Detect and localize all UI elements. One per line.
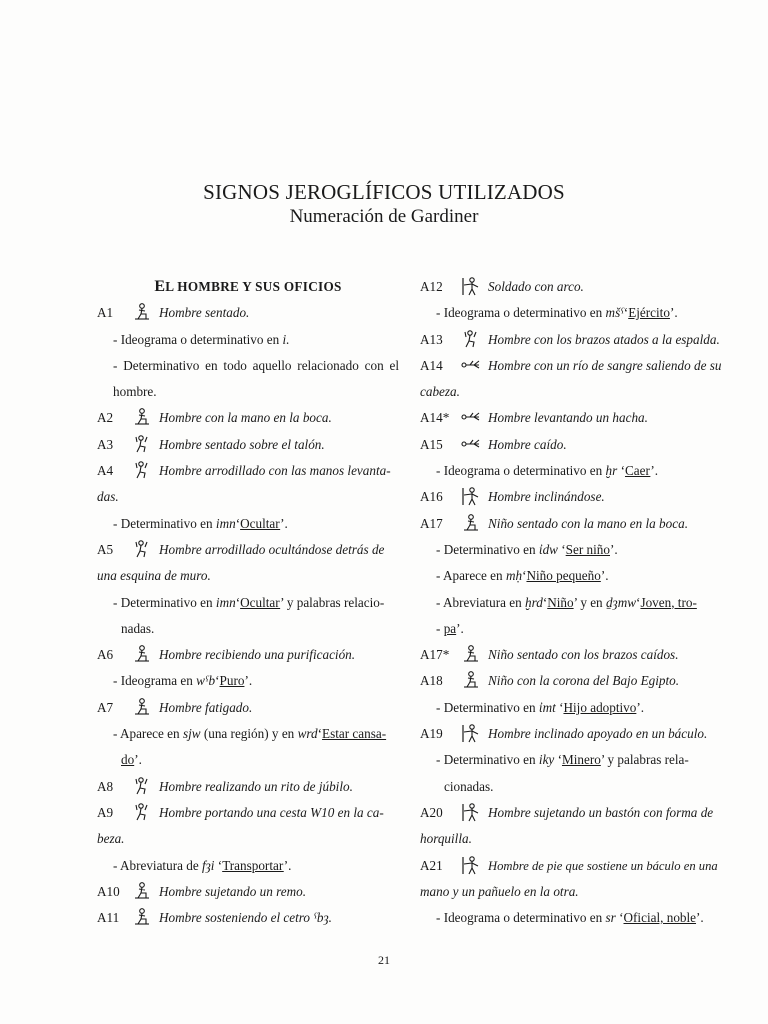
sign-entry-a19 [420, 721, 722, 747]
sign-code: A11 [97, 910, 120, 926]
hieroglyph-sign-icon [131, 697, 153, 717]
sign-entry-a20 [420, 800, 722, 826]
transliteration: ḫr [605, 463, 618, 479]
sign-code: A14* [420, 410, 450, 426]
sign-description: Hombre arrodillado ocultándose detrás de [159, 541, 385, 557]
right-column [420, 274, 722, 931]
note-text: - Abreviatura de [113, 857, 202, 873]
quote-mark: ‘ [615, 910, 624, 926]
sign-code: A21 [420, 857, 443, 873]
transliteration: wˁb [196, 673, 216, 689]
sign-code: A20 [420, 804, 443, 820]
hieroglyph-sign-icon [131, 460, 153, 480]
note-line [420, 458, 722, 484]
translation: Estar cansa- [322, 726, 387, 742]
quote-mark: ‘ [557, 541, 566, 557]
transliteration: ˁbȝ. [313, 910, 332, 926]
hieroglyph-sign-icon [131, 434, 153, 454]
transliteration: imn [215, 515, 236, 531]
note-line [420, 563, 722, 589]
note-text: ’. [610, 541, 618, 557]
sign-entry-a4 [97, 458, 399, 484]
translation: do [121, 752, 135, 768]
transliteration: mḥ [505, 568, 523, 584]
note-text: ’. [456, 620, 464, 636]
sign-description: Niño con la corona del Bajo Egipto. [488, 673, 680, 689]
sign-entry-a1 [97, 300, 399, 326]
note-text: ’. [669, 305, 678, 321]
sign-code: A10 [97, 883, 120, 899]
hieroglyph-sign-icon [460, 670, 482, 690]
note-line [420, 616, 722, 642]
hieroglyph-sign-icon [460, 802, 482, 822]
sign-code: A3 [97, 436, 114, 452]
left-column [97, 274, 399, 931]
sign-entry-a5 [97, 537, 399, 563]
sign-code: A2 [97, 410, 114, 426]
note-text: - Ideograma o determinativo en [113, 331, 283, 347]
note-text: - Determinativo en [113, 515, 216, 531]
transliteration: wrd [297, 726, 318, 742]
note-line: cionadas. [444, 778, 494, 794]
sign-entry-a9 [97, 800, 399, 826]
note-line: - Determinativo en todo aquello relacionado con el [113, 357, 399, 373]
note-text: - Determinativo en [436, 699, 539, 715]
sign-description: Hombre realizando un rito de júbilo. [159, 778, 353, 794]
translation: Ocultar [240, 594, 281, 610]
transliteration: ḫrd [524, 594, 543, 610]
sign-code: A4 [97, 463, 114, 479]
note-line [97, 721, 399, 747]
hieroglyph-sign-icon [131, 302, 153, 322]
note-text: - Ideograma o determinativo en [436, 910, 606, 926]
sign-code: A17 [420, 515, 443, 531]
note-line [97, 511, 399, 537]
transliteration: iky [538, 752, 555, 768]
quote-mark: ‘ [555, 699, 564, 715]
note-text: - Determinativo en [436, 752, 539, 768]
translation: Transportar [222, 857, 284, 873]
sign-entry-a8 [97, 774, 399, 800]
note-text: ’ y en [573, 594, 606, 610]
note-text: - Ideograma o determinativo en [436, 305, 606, 321]
note-text: - Aparece en [436, 568, 506, 584]
note-line [420, 590, 722, 616]
note-text: ’. [134, 752, 142, 768]
note-line [420, 695, 722, 721]
sign-description: Hombre de pie que sostiene un báculo en una [488, 858, 718, 873]
note-text: ’. [696, 910, 704, 926]
sign-code: A12 [420, 279, 443, 294]
sign-description: Hombre con los brazos atados a la espalda. [488, 331, 720, 347]
transliteration: imn [215, 594, 236, 610]
hieroglyph-sign-icon [460, 434, 482, 454]
sign-entry-a21 [420, 853, 722, 879]
quote-mark: ‘ [636, 594, 641, 610]
sign-description-continued: cabeza. [420, 384, 460, 400]
sign-description: Hombre inclinado apoyado en un báculo. [488, 726, 708, 742]
quote-mark: ‘ [235, 594, 241, 610]
translation: Niño pequeño [526, 568, 601, 584]
sign-code: A17* [420, 647, 450, 663]
translation: Joven, tro- [640, 594, 697, 610]
transliteration: fȝi [201, 857, 215, 873]
sign-code: A6 [97, 647, 114, 663]
note-text: ’. [280, 515, 288, 531]
note-text: - [436, 620, 444, 636]
note-line [97, 853, 399, 879]
note-line [97, 590, 399, 616]
note-text: - Ideograma en [113, 673, 197, 689]
quote-mark: ‘ [522, 568, 527, 584]
translation: Ser niño [565, 541, 610, 557]
sign-code: A8 [97, 778, 114, 794]
note-text: ’. [600, 568, 609, 584]
transliteration: sr [605, 910, 616, 926]
hieroglyph-sign-icon [131, 776, 153, 796]
transliteration: ἰmt [538, 699, 556, 715]
hieroglyph-sign-icon [131, 407, 153, 427]
translation: Ocultar [240, 515, 281, 531]
sign-description: Hombre sujetando un bastón con forma de [488, 804, 714, 820]
sign-description: Hombre caído. [488, 436, 567, 452]
sign-description: Hombre con la mano en la boca. [159, 410, 332, 426]
translation: Minero [561, 752, 601, 768]
sign-description-continued: das. [97, 489, 119, 505]
note-line [97, 747, 399, 773]
quote-mark: ‘ [623, 305, 629, 321]
sign-entry-a14 [420, 353, 722, 379]
note-line [420, 747, 722, 773]
sign-description: Hombre fatigado. [159, 699, 253, 715]
sign-description-continued: beza. [97, 831, 125, 847]
hieroglyph-sign-icon [460, 276, 482, 296]
sign-description: Hombre recibiendo una purificación. [159, 647, 356, 663]
quote-mark: ‘ [215, 673, 220, 689]
hieroglyph-sign-icon [460, 723, 482, 743]
note-line [420, 905, 722, 931]
sign-entry-a10 [97, 879, 399, 905]
transliteration: sjw [182, 726, 201, 742]
sign-description-continued: mano y un pañuelo en la otra. [420, 883, 579, 899]
sign-code: A16 [420, 489, 443, 505]
sign-entry-a13 [420, 327, 722, 353]
quote-mark: ‘ [617, 463, 625, 479]
hieroglyph-sign-icon [131, 881, 153, 901]
sign-description: Niño sentado con la mano en la boca. [488, 515, 688, 531]
note-text: - Ideograma o determinativo en [436, 463, 606, 479]
hieroglyph-sign-icon [131, 539, 153, 559]
sign-code: A15 [420, 436, 443, 452]
hieroglyph-sign-icon [460, 513, 482, 533]
transliteration: ἰdw [538, 541, 558, 557]
sign-code: A13 [420, 331, 443, 347]
hieroglyph-sign-icon [460, 355, 482, 375]
note-text: ’. [650, 463, 659, 479]
sign-description: Hombre con un río de sangre saliendo de su [488, 357, 722, 373]
sign-entry-a14-star [420, 405, 722, 431]
sign-description: Soldado con arco. [488, 279, 584, 294]
page-subtitle: Numeración de Gardiner [289, 206, 479, 227]
sign-entry-a3 [97, 432, 399, 458]
hieroglyph-sign-icon [131, 907, 153, 927]
sign-description: Hombre sosteniendo el cetro [159, 910, 314, 926]
sign-code: A19 [420, 726, 443, 742]
note-line [420, 300, 722, 326]
hieroglyph-sign-icon [460, 407, 482, 427]
note-line [97, 668, 399, 694]
sign-entry-a16 [420, 484, 722, 510]
sign-description: Hombre sujetando un remo. [159, 883, 306, 899]
translation: Caer [624, 463, 651, 479]
sign-description: Hombre levantando un hacha. [488, 410, 648, 426]
translation: Puro [219, 673, 245, 689]
sign-entry-a17-star [420, 642, 722, 668]
page-title: SIGNOS JEROGLÍFICOS UTILIZADOS [203, 180, 565, 204]
hieroglyph-sign-icon [460, 329, 482, 349]
quote-mark: ‘ [554, 752, 562, 768]
section-heading-initial: E [154, 278, 166, 295]
translation: Ejército [628, 305, 670, 321]
transliteration: ḏȝmw [605, 594, 637, 610]
note-text: ’. [636, 699, 645, 715]
quote-mark: ‘ [317, 726, 323, 742]
sign-description-continued: horquilla. [420, 831, 472, 847]
translation: Oficial, noble [623, 910, 697, 926]
sign-entry-a6 [97, 642, 399, 668]
translation: Hijo adoptivo [563, 699, 637, 715]
note-text: (una región) y en [200, 726, 298, 742]
note-line: hombre. [113, 384, 157, 400]
note-text: - Determinativo en [113, 594, 216, 610]
sign-description: Hombre sentado sobre el talón. [159, 436, 325, 452]
sign-code: A7 [97, 699, 114, 715]
sign-code: A18 [420, 673, 443, 689]
translation: Niño [547, 594, 574, 610]
quote-mark: ‘ [235, 515, 241, 531]
sign-entry-a2 [97, 405, 399, 431]
sign-description: Hombre inclinándose. [488, 489, 605, 505]
sign-description: Hombre portando una cesta W10 en la ca- [159, 804, 384, 820]
hieroglyph-sign-icon [131, 802, 153, 822]
sign-description: Hombre arrodillado con las manos levanta- [159, 463, 391, 479]
sign-entry-a17 [420, 511, 722, 537]
transliteration: i. [282, 331, 290, 347]
hieroglyph-sign-icon [131, 644, 153, 664]
sign-entry-a7 [97, 695, 399, 721]
note-text: ’. [244, 673, 253, 689]
note-text: ’. [283, 857, 292, 873]
sign-description: Niño sentado con los brazos caídos. [488, 647, 679, 663]
translation: pa [443, 620, 457, 636]
hieroglyph-sign-icon [460, 486, 482, 506]
transliteration: mšˁ [605, 305, 624, 321]
note-text: - Aparece en [113, 726, 183, 742]
quote-mark: ‘ [214, 857, 223, 873]
sign-entry-a12 [420, 274, 722, 300]
hieroglyph-sign-icon [460, 644, 482, 664]
sign-code: A5 [97, 541, 114, 557]
page-number: 21 [378, 953, 390, 967]
sign-entry-a18 [420, 668, 722, 694]
quote-mark: ‘ [542, 594, 548, 610]
sign-code: A9 [97, 804, 114, 820]
section-heading [97, 274, 399, 300]
sign-description: Hombre sentado. [159, 305, 250, 321]
note-line: nadas. [121, 620, 155, 636]
sign-description-continued: una esquina de muro. [97, 568, 211, 584]
sign-code: A14 [420, 357, 443, 373]
note-text: ’ y palabras relacio- [280, 594, 385, 610]
note-line [97, 327, 399, 353]
note-text: - Determinativo en [436, 541, 539, 557]
sign-entry-a15 [420, 432, 722, 458]
section-heading-text: L HOMBRE Y SUS OFICIOS [165, 279, 342, 294]
note-line [420, 537, 722, 563]
note-text: ’ y palabras rela- [600, 752, 689, 768]
sign-code: A1 [97, 305, 114, 321]
hieroglyph-sign-icon [460, 855, 482, 875]
note-text: - Abreviatura en [436, 594, 525, 610]
sign-entry-a11 [97, 905, 399, 931]
